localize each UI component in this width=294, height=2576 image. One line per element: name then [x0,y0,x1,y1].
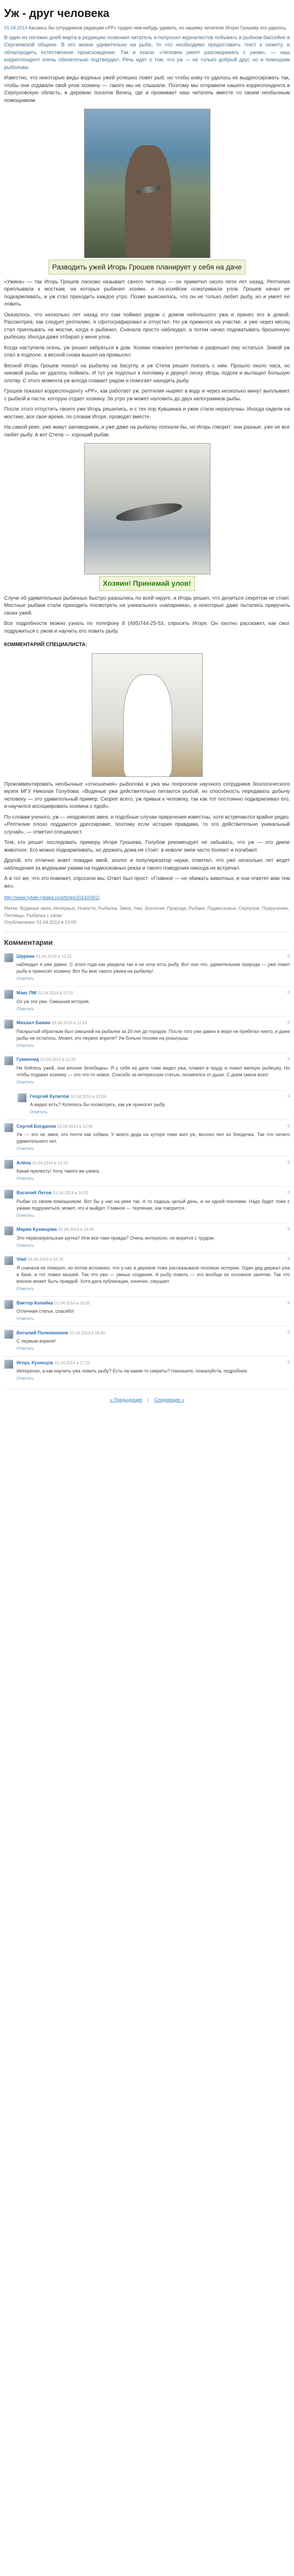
post-meta-text: Касаюсь бы сотрудников редакции «РР» трудно чем-нибудь удивить, но нашему читателю Игорю Грошеву это удалось. [28,25,287,30]
person-figure [125,145,171,258]
post-paragraph: На самой реке, уже живут заповедники, и уже даже на рыбалку поехали бы, но Игорь говорит: они разные, уже не все любят рыбу. А вот Степа — хороший рыбак. [4,425,290,438]
fish-figure [115,500,183,524]
comment-item [4,1223,290,1252]
comment-author[interactable]: Виталий Полковников [17,1330,68,1335]
comment-text: наблюдал я уже давно. С этого года как увидела так и не хочу есть рыбу. Вот оно что, удивительная природа — ужи ловят рыбу и приносят хозяину. Вот бы мне такого ужика на рыбалку! [17,962,290,974]
comment-date: 01.04.2014 в 14:45 [58,1227,94,1232]
comment-text: Это первоапрельская шутка? Или все-таки правда? Очень интересно, но верится с трудом. [17,1235,215,1241]
comment-item [4,1252,290,1296]
expert-section-title: КОММЕНТАРИЙ СПЕЦИАЛИСТА: [4,642,88,648]
avatar[interactable] [4,1190,13,1199]
post-paragraph: Когда наступила осень, уж решил забраться в дом. Хозяин пожалел рептилию и разрешил ему остаться. Зимой уж спал в подполе, а весной снова вышел на промысел. [4,345,290,359]
comment-header [17,1056,290,1064]
comment-date: 01.04.2014 в 10:12 [36,954,72,959]
comment-body [17,1330,290,1352]
comment-actions [30,1109,290,1115]
avatar[interactable] [4,1330,13,1339]
avatar[interactable] [4,990,13,999]
post-paragraph: Известно, что некоторые виды водяных ужей успешно ловят рыб, но чтобы кому-то удалось их выдрессировать так, чтобы они отдавали свой улов хозяину — такого мы не слышали. Поэтому мы отправили нашего корреспондента в Серпуховскую область, в деревню поселок Венец, где и проживает наш читатель вместе со своим необычным помощником. [4,75,290,104]
expert-paragraph: Прокомментировать необычные «отношения» рыболова и ужа мы попросили научного сотрудника Зоологического музея МГУ Николая Голубова: «Водяные ужи действительно питаются рыбой, но способность передавать добычу человеку — это удивительный пример. Скорее всего, уж привык к человеку, так как тот постоянно подкармливал его, и научился ассоциировать хозяина с едой». [4,781,290,810]
post-title: Уж - друг человека [4,7,110,20]
avatar[interactable] [4,1256,13,1265]
avatar[interactable] [4,1123,13,1132]
comment-body [17,990,290,1012]
comment-vote-count[interactable]: 0 [287,1123,290,1128]
comment-actions [17,976,290,982]
comment-date: 01.04.2014 в 13:15 [32,1160,68,1165]
comment-body [17,1360,290,1382]
photo-caption-1: Разводить ужей Игорь Грошев планирует у себя на даче [48,260,246,274]
avatar[interactable] [4,1360,13,1369]
reply-link[interactable]: Ответить [17,1146,35,1151]
comment-author[interactable]: Сергей Богданов [17,1123,56,1129]
comment-date: 01.04.2014 в 12:40 [57,1124,93,1129]
comment-text: Интересно, а как научить ужа ловить рыбу? Есть ли какие-то секреты? Напишите, пожалуйста, подробнее. [17,1368,249,1374]
reply-link[interactable]: Ответить [17,1346,35,1351]
comment-vote-count[interactable]: 0 [287,1093,290,1098]
comment-date: 01.04.2014 в 12:04 [71,1094,106,1099]
comment-body [17,953,290,982]
comment-date: 01.04.2014 в 11:30 [40,1057,76,1062]
comment-header [17,1226,290,1234]
comment-date: 01.04.2014 в 16:05 [54,1300,90,1306]
comment-vote-count[interactable]: 0 [287,1257,290,1262]
comment-text: Не бойтесь ужей, они вполне безобидны. Я у себя на даче тоже видел ужа, плавал в пруду и ловил мелкую рыбешку. Но чтобы отдавал хозяину — это что-то новое. Спасибо за интересную статью, посмеялся от души. С днем смеха всех! [17,1065,290,1077]
comment-author[interactable]: Vlad [17,1257,27,1262]
comment-author[interactable]: Мария Кузнецова [17,1227,57,1232]
comment-actions [17,1043,290,1049]
comment-header [17,1020,290,1027]
next-page-link[interactable]: Следующие » [154,1397,185,1403]
comment-author[interactable]: Макс ПМ [17,990,37,996]
comment-body [17,1300,290,1322]
comment-header [17,1360,290,1367]
post-paragraph: Весной Игорь Грошев поехал на рыбалку на басуглу, и уж Степа решил поехать с ним. Прошло около часа, но никакой рыбы не удалось поймать. И тут уж подплыл к поплавку и дернул леску. Игорь подсек и вытащил большую плотву. С этого момента уж всегда плавает рядом и помогает находить рыбу. [4,363,290,384]
post-date: 01.04.2014 [4,25,28,30]
comment-author[interactable]: Виктор Копейка [17,1300,53,1306]
comment-text: Ох уж эти ужи. Смешная история. [17,998,90,1004]
comment-actions [17,1243,290,1249]
expert-paragraph: А в тот же, что это поможет, спросили мы. Ответ был прост: «Главное — не обижать животных, и они ответят вам тем же». [4,876,290,889]
post-paragraph: «Ужика» — так Игорь Грошев ласково называет своего питомца — он приметил около пяти лет назад. Рептилия приплывала к мосткам, на которых рыбачил хозяин, и по-хозяйски осматривала улов. Грошев начал ее подкармливать, и уж стал приходить каждое утро. Позже выяснилось, что он не только любит рыбу, но и умеет ее ловить. [4,279,290,308]
comment-header [17,1190,290,1197]
reply-link[interactable]: Ответить [17,1079,35,1084]
comment-vote-count[interactable]: 0 [287,953,290,958]
comment-text: Рыбак со своим помощником. Вот бы у нас на реке так. А то сидишь целый день, и ни одной поклевки. Надо будет тоже с ужами подружиться, может, что и выйдет. Главное — терпение, как говорится. [17,1198,290,1211]
tags-label: Метки: [4,906,19,911]
comment-actions [17,1146,290,1152]
comment-header [17,953,290,961]
post-paragraph: Случи об удивительных рыбачных быстро разошлись по всей округе, и Игорь решил, что делиться секретом не стоит. Местные рыбаки стали приходить посмотреть на уникального «напарника», а некоторые даже пытались приручить своих ужей. [4,595,290,616]
reply-link[interactable]: Ответить [17,1213,35,1218]
comment-date: 01.04.2014 в 10:25 [38,991,74,996]
comments-list [4,950,290,1386]
comment-header [17,1123,290,1131]
comment-vote-count[interactable]: 0 [287,1160,290,1165]
comment-vote-count[interactable]: 0 [287,1300,290,1305]
comment-vote-count[interactable]: 0 [287,990,290,995]
divider [4,931,290,932]
comment-header [17,1300,290,1308]
comment-body [17,1226,290,1248]
comment-item [4,986,290,1016]
expert-paragraph: Другой, кто отлично знает повадки змей, зоолог и популяризатор науки, отметил, что уже несколько лет ведет наблюдения за водяными ужами на подмосковных реках и такого поведения никогда не встречал. [4,858,290,871]
comment-body [30,1093,290,1115]
avatar[interactable] [18,1093,27,1103]
comment-item [4,950,290,986]
comment-vote-count[interactable]: 0 [287,1360,290,1365]
comment-text: А видео есть? Хотелось бы посмотреть, как уж приносит рыбу. [30,1102,166,1108]
post-published: Опубликовано 01.04.2014 в 10:00 [4,920,77,925]
comment-item [4,1156,290,1186]
expert-paragraph: Тем, кто решит последовать примеру Игоря Грошева, Голубов рекомендует не забывать, что уж — это дикое животное. Его можно подкармливать, но держать дома не стоит: в неволе змеи часто болеют и погибают. [4,840,290,853]
comment-actions [17,1316,290,1322]
reply-link[interactable]: Ответить [30,1110,48,1115]
comment-text: Какая прелесть! Хочу такого же ужика. [17,1168,100,1174]
comment-date: 01.04.2014 в 11:03 [52,1021,87,1026]
comment-text: С первым апреля! [17,1338,56,1344]
reply-link[interactable]: Ответить [17,1176,35,1181]
comment-body [17,1056,290,1085]
comment-author[interactable]: Георгий Купилов [30,1093,70,1099]
comment-actions [17,1079,290,1086]
reply-link[interactable]: Ответить [17,1243,35,1248]
comment-item [4,1296,290,1326]
reply-link[interactable]: Ответить [17,1316,35,1321]
post-paragraph: Грошев показал корреспонденту «РР», как работает уж: рептилия ныряет в воду и через несколько минут выплывает с рыбкой в пасти, которую отдает хозяину. За утро уж может наловить до двух килограммов рыбы. [4,388,290,402]
comment-body [17,1123,290,1152]
avatar[interactable] [4,1160,13,1169]
prev-page-link[interactable]: « Предыдущие [109,1397,142,1403]
comment-body [17,1020,290,1048]
comment-item [4,1053,290,1089]
comment-actions [17,1213,290,1219]
comment-vote-count[interactable]: 0 [287,1227,290,1232]
comment-author[interactable]: Игорь Кузнецов [17,1360,53,1365]
pagination-separator: | [148,1397,149,1403]
post-tags [4,905,290,926]
post-paragraph: Оказалось, что несколько лет назад его сам поймал рядом с домом небольшого ужа и принес его в домой. Рассмотрев, как следует рептилию, я сфотографировал и отпустил. Но уж прижился на участке, и уже через месяц стал приплывать на мостки, когда я рыбачил. Сначала просто наблюдал, а потом начал подхватывать брошенную рыбешку. Иногда даже отбирал у меня улов. [4,312,290,341]
reply-link[interactable]: Ответить [17,1043,35,1048]
comment-header [17,1160,290,1167]
reply-link[interactable]: Ответить [17,1006,35,1011]
photo-man-with-snake [84,109,210,258]
reply-link[interactable]: Ответить [17,1286,35,1292]
comment-actions [17,1006,290,1012]
comment-actions [17,1346,290,1352]
pagination [4,1389,290,1411]
comment-item [4,1016,290,1053]
post-paragraph: После этого отпустить своего уже Игорь решились, и с тех пор Кувшинка и ужик стали неразлучны. Иногда сидели на мостике, все свое время, по словам Игоря, проводят вместе. [4,406,290,420]
comment-text: Уж — это не змея, это почти как собака. У моего деда на хуторе тоже жил уж, молоко пил из блюдечка. Так что ничего удивительного нет. [17,1132,290,1144]
comment-date: 01.04.2014 в 14:02 [53,1191,89,1196]
avatar[interactable] [4,953,13,962]
comment-author[interactable]: Гуманоид [17,1057,39,1062]
comment-date: 01.04.2014 в 16:40 [70,1330,105,1335]
source-link[interactable]: http://www.rybak-rybaka.ru/articles/2014/0401/ [4,895,100,901]
comment-header [30,1093,290,1101]
post-paragraph: В один из погожих дней марта в редакцию позвонил читатель и попросил журналистов побывать в рыбном бассейне в Сергиевской общине. В его жизни удивительно на рыбе, то что необходимо предоставить текст к сюжету, и облагородить естественное происхождение. Так и ехали. «Человек умеет разговаривать с ужом», — наш корреспондент очень обязательно подтвердил. Речь идет о том, что уж — не только добрый друг, но и помощник рыболова. [4,35,290,71]
comments-title: Комментарии [4,938,53,946]
comment-header [17,1256,290,1264]
photo-block-2 [4,443,290,590]
post-paragraph: Все подробности можно узнать по телефону 8 (495)744-25-53, спросить Игоря. Он охотно расскажет, как смог подружиться с ужом и научить его ловить рыбу. [4,621,290,634]
comment-header [17,990,290,997]
avatar[interactable] [4,1056,13,1065]
photo-expert [92,653,203,777]
comment-body [17,1190,290,1218]
reply-link[interactable]: Ответить [17,976,35,981]
comment-body [17,1256,290,1292]
comment-body [17,1160,290,1182]
comment-vote-count[interactable]: 0 [287,1020,290,1025]
comment-vote-count[interactable]: 0 [287,1190,290,1195]
photo-block-3 [4,653,290,777]
comment-author[interactable]: Алёна [17,1160,31,1165]
comment-item [18,1090,290,1120]
comment-item [4,1326,290,1356]
comment-author[interactable]: Михаил Бажин [17,1020,51,1026]
avatar[interactable] [4,1020,13,1029]
reply-link[interactable]: Ответить [17,1376,35,1381]
comment-actions [17,1176,290,1182]
photo-snake-with-fish [84,443,210,574]
tags-list[interactable]: Водяные змеи, Интервью, Новости, Рыбалка, Змеи, Ужи, Зоология, Природа, Рыбаки, Подмосковье, Серпухов, Приручение, Питомцы, Рыбалка с ужом [4,906,289,918]
avatar[interactable] [4,1300,13,1309]
avatar[interactable] [4,1226,13,1235]
comment-date: 01.04.2014 в 17:22 [55,1360,90,1365]
comment-actions [17,1286,290,1292]
comment-vote-count[interactable]: 0 [287,1330,290,1335]
expert-paragraph: По словам ученого, уж — неядовитая змея, и подобные случаи приручения известны, хотя встречаются крайне редко. «Рептилии плохо поддаются дрессировке, поэтому если история правдива, то это действительно уникальный случай», — отметил специалист. [4,814,290,835]
comment-author[interactable]: Василий Летов [17,1190,52,1196]
comment-text: Отличная статья, спасибо! [17,1309,74,1314]
comment-actions [17,1376,290,1382]
comment-item [4,1120,290,1156]
comment-vote-count[interactable]: 0 [287,1057,290,1062]
expert-figure [123,674,172,777]
photo-block-1 [4,109,290,274]
comment-text: Раскрытый обратным был смешной на рыбалке за 20 лет до городов. После того уже давно в море не прибегал никто, и даже рыбы не осталось. Может, это первое апреля? Уж больно похоже на розыгрыш. [17,1028,290,1041]
comment-author[interactable]: Шуркин [17,953,35,959]
comment-item [4,1186,290,1223]
comment-date: 01.04.2014 в 15:20 [28,1257,63,1262]
post-meta [4,25,290,31]
photo-caption-2: Хозяин! Принимай улов! [99,576,194,590]
post-body [4,35,290,890]
comment-item [4,1356,290,1386]
comment-text: Я сначала не поверил, но потом вспомнил, что у нас в деревне тоже рассказывали похожую историю. Один дед держал ужа в бане, и тот ловил мышей. Так что ужи — умные создания. А рыбу ловить — это вообще их основное занятие. Так что вполне может быть правдой. Хотя дата публикации, конечно, смущает. [17,1265,290,1284]
comment-header [17,1330,290,1337]
